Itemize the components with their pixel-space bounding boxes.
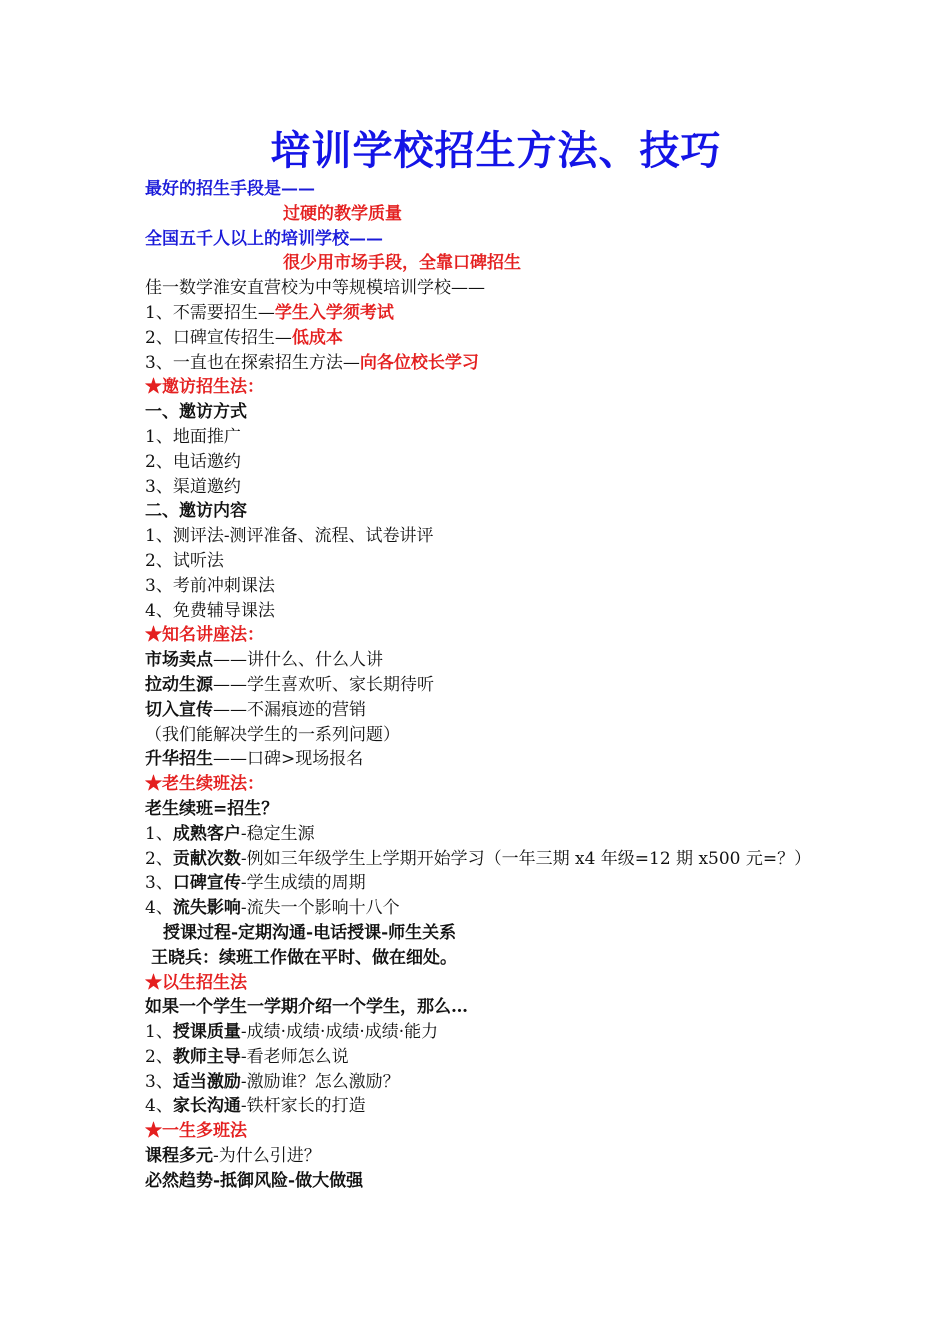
invite-content-item: 4、免费辅导课法 xyxy=(145,600,275,621)
lecture-note: （我们能解决学生的一系列问题） xyxy=(145,724,400,745)
section-heading-referral: ★以生招生法 xyxy=(145,972,247,993)
referral-item: 1、授课质量-成绩·成绩·成绩·成绩·能力 xyxy=(145,1022,439,1043)
intro-question-2: 全国五千人以上的培训学校—— xyxy=(145,228,383,249)
renewal-item: 2、贡献次数-例如三年级学生上学期开始学习（一年三期 x4 年级=12 期 x500 元=？） xyxy=(145,848,812,869)
referral-item: 2、教师主导-看老师怎么说 xyxy=(145,1046,349,1067)
multi-class-row: 必然趋势-抵御风险-做大做强 xyxy=(145,1170,364,1191)
renewal-item: 3、口碑宣传-学生成绩的周期 xyxy=(145,873,366,894)
section-heading-multi-class: ★一生多班法 xyxy=(145,1121,247,1142)
referral-question: 如果一个学生一学期介绍一个学生，那么… xyxy=(145,997,468,1018)
invite-content-subheading: 二、邀访内容 xyxy=(145,501,247,522)
referral-item: 3、适当激励-激励谁？怎么激励？ xyxy=(145,1071,400,1092)
lecture-row: 升华招生——口碑>现场报名 xyxy=(145,749,364,770)
intro-answer-1: 过硬的教学质量 xyxy=(283,203,402,224)
invite-ways-subheading: 一、邀访方式 xyxy=(145,402,247,423)
invite-content-item: 3、考前冲刺课法 xyxy=(145,575,275,596)
section-heading-invite: ★邀访招生法： xyxy=(145,377,264,398)
intro-point-1: 1、不需要招生—学生入学须考试 xyxy=(145,302,394,323)
intro-point-3: 3、一直也在探索招生方法—向各位校长学习 xyxy=(145,352,479,373)
renewal-process: 授课过程-定期沟通-电话授课-师生关系 xyxy=(163,922,457,943)
intro-school: 佳一数学淮安直营校为中等规模培训学校—— xyxy=(145,278,485,299)
document-title: 培训学校招生方法、技巧 xyxy=(270,127,722,174)
renewal-question: 老生续班=招生？ xyxy=(145,798,279,819)
invite-way-item: 2、电话邀约 xyxy=(145,451,241,472)
invite-way-item: 3、渠道邀约 xyxy=(145,476,241,497)
section-heading-renewal: ★老生续班法： xyxy=(145,774,264,795)
renewal-quote: 王晓兵：续班工作做在平时、做在细处。 xyxy=(151,947,457,968)
lecture-row: 拉动生源——学生喜欢听、家长期待听 xyxy=(145,674,434,695)
intro-point-2: 2、口碑宣传招生—低成本 xyxy=(145,327,343,348)
referral-item: 4、家长沟通-铁杆家长的打造 xyxy=(145,1096,366,1117)
invite-way-item: 1、地面推广 xyxy=(145,426,241,447)
lecture-row: 切入宣传——不漏痕迹的营销 xyxy=(145,699,366,720)
section-heading-lecture: ★知名讲座法： xyxy=(145,625,264,646)
intro-answer-2: 很少用市场手段，全靠口碑招生 xyxy=(283,253,521,274)
invite-content-item: 1、测评法-测评准备、流程、试卷讲评 xyxy=(145,526,434,547)
renewal-item: 1、成熟客户-稳定生源 xyxy=(145,823,315,844)
multi-class-row: 课程多元-为什么引进？ xyxy=(145,1146,321,1167)
intro-question-1: 最好的招生手段是—— xyxy=(145,179,315,199)
lecture-row: 市场卖点——讲什么、什么人讲 xyxy=(145,650,383,671)
renewal-item: 4、流失影响-流失一个影响十八个 xyxy=(145,898,400,919)
document-page xyxy=(145,125,825,1194)
invite-content-item: 2、试听法 xyxy=(145,550,224,571)
